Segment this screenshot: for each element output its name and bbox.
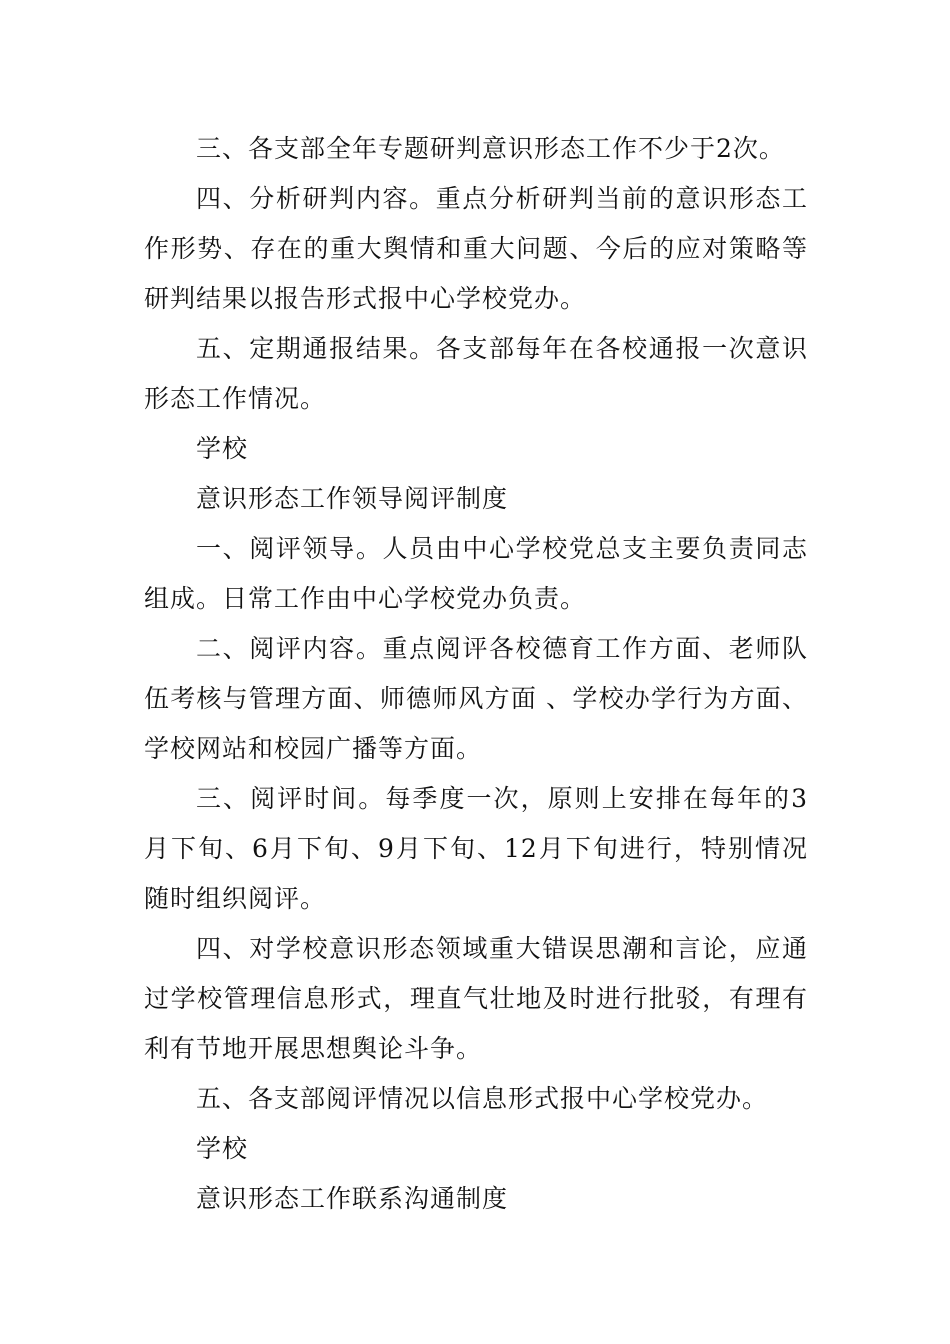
section-title-review: 意识形态工作领导阅评制度 [196, 484, 509, 513]
paragraph-5: 二、阅评内容。重点阅评各校德育工作方面、老师队伍考核与管理方面、师德师风方面 、学校办学行为方面、学校网站和校园广播等方面。 [144, 634, 808, 763]
section-school-label-2: 学校 [196, 1134, 249, 1163]
paragraph-3: 五、定期通报结果。各支部每年在各校通报一次意识形态工作情况。 [144, 334, 808, 413]
paragraph-1: 三、各支部全年专题研判意识形态工作不少于2次。 [196, 134, 785, 163]
paragraph-8: 五、各支部阅评情况以信息形式报中心学校党办。 [196, 1084, 769, 1113]
document-body [144, 124, 808, 1224]
paragraph-2: 四、分析研判内容。重点分析研判当前的意识形态工作形势、存在的重大舆情和重大问题、今后的应对策略等研判结果以报告形式报中心学校党办。 [144, 184, 808, 313]
section-title-communication: 意识形态工作联系沟通制度 [196, 1184, 509, 1213]
section-school-label-1: 学校 [196, 434, 249, 463]
paragraph-7: 四、对学校意识形态领域重大错误思潮和言论，应通过学校管理信息形式，理直气壮地及时进行批驳，有理有利有节地开展思想舆论斗争。 [144, 934, 808, 1063]
paragraph-6: 三、阅评时间。每季度一次，原则上安排在每年的3月下旬、6月下旬、9月下旬、12月下旬进行，特别情况随时组织阅评。 [144, 784, 808, 913]
paragraph-4: 一、阅评领导。人员由中心学校党总支主要负责同志组成。日常工作由中心学校党办负责。 [144, 534, 808, 613]
